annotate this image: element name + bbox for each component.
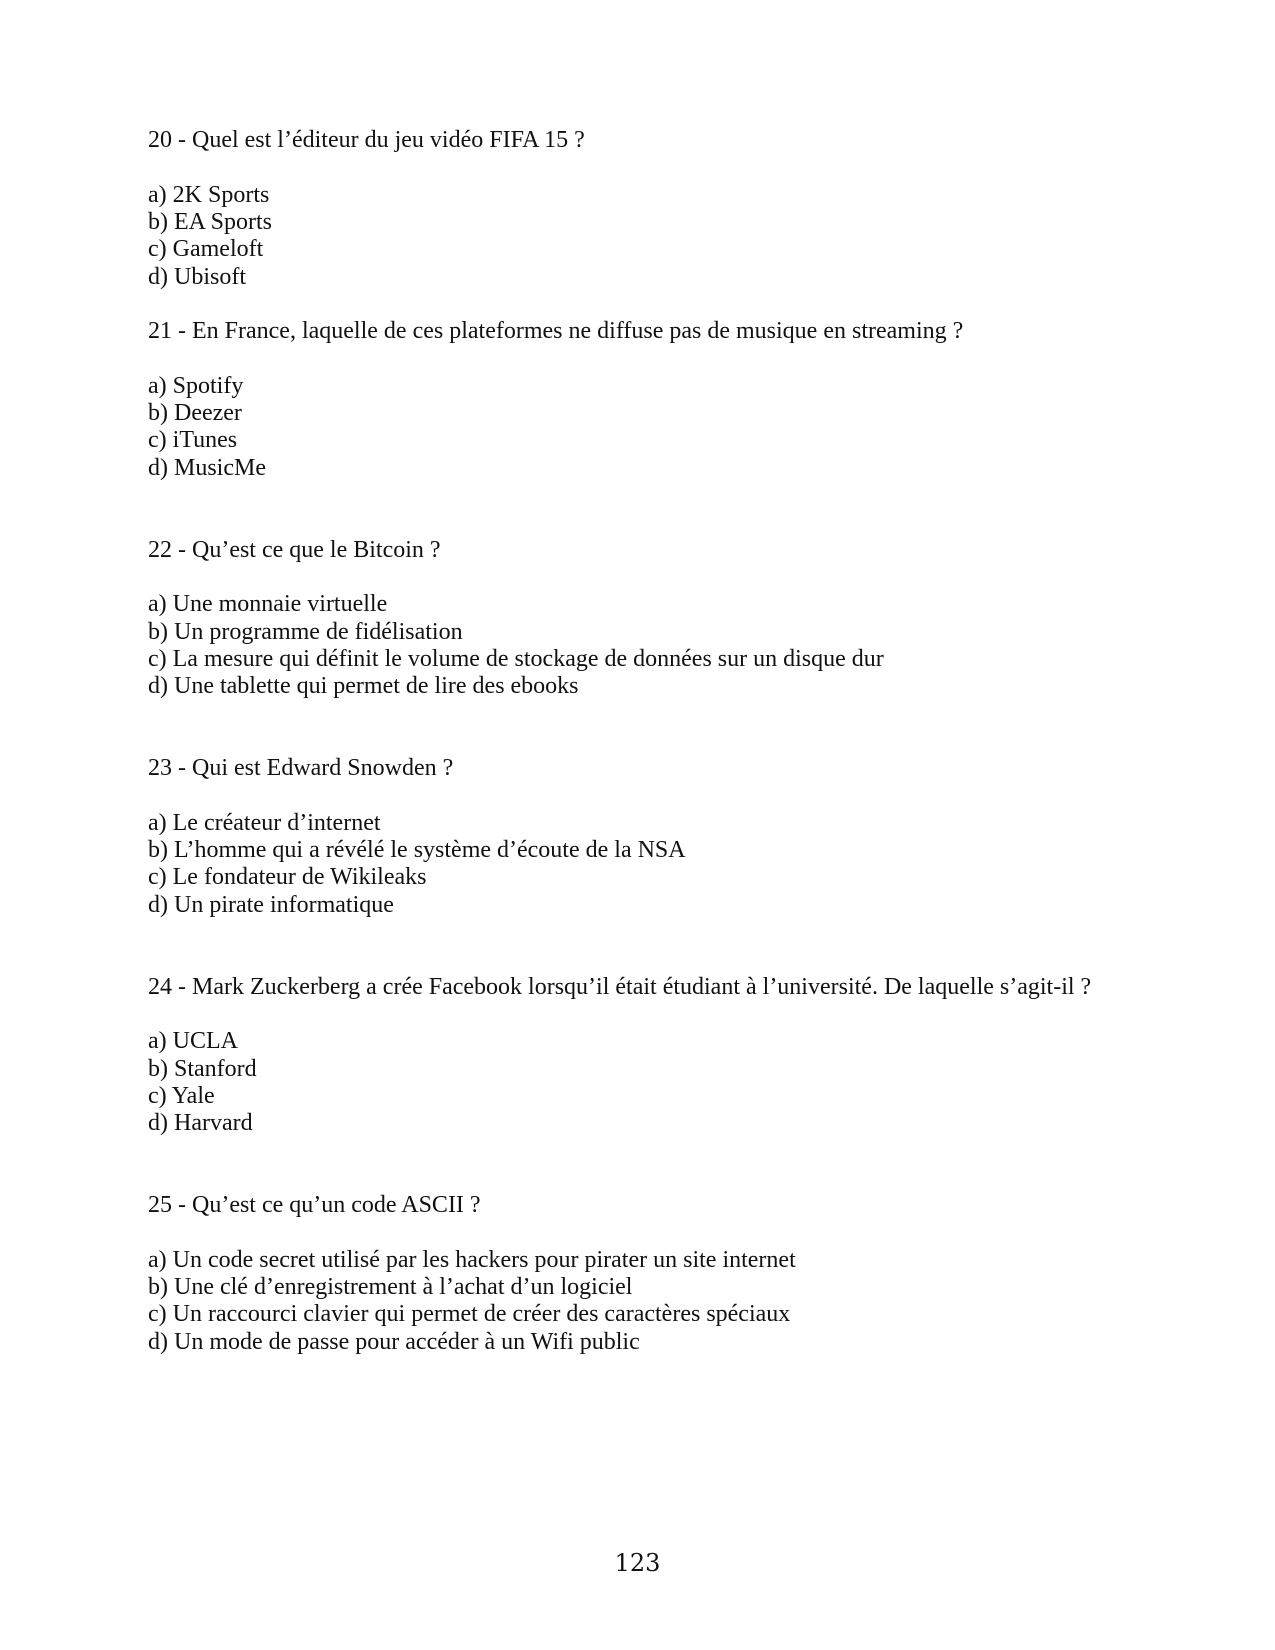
question-20: 20 - Quel est l’éditeur du jeu vidéo FIFA 15 ?: [148, 127, 585, 153]
q25-option-a: a) Un code secret utilisé par les hackers pour pirater un site internet: [148, 1247, 796, 1273]
q20-option-b: b) EA Sports: [148, 209, 273, 235]
q23-option-a: a) Le créateur d’internet: [148, 810, 381, 836]
q22-option-c: c) La mesure qui définit le volume de stockage de données sur un disque dur: [148, 646, 884, 672]
q25-option-c: c) Un raccourci clavier qui permet de créer des caractères spéciaux: [148, 1301, 791, 1327]
q23-option-c: c) Le fondateur de Wikileaks: [148, 864, 427, 890]
question-24: 24 - Mark Zuckerberg a crée Facebook lorsqu’il était étudiant à l’université. De laquelle s’agit-il ?: [148, 974, 1092, 1000]
question-21: 21 - En France, laquelle de ces plateformes ne diffuse pas de musique en streaming ?: [148, 318, 964, 344]
q20-option-a: a) 2K Sports: [148, 182, 270, 208]
q25-option-b: b) Une clé d’enregistrement à l’achat d’un logiciel: [148, 1274, 633, 1300]
q24-option-d: d) Harvard: [148, 1110, 253, 1136]
q21-option-b: b) Deezer: [148, 400, 242, 426]
q24-option-b: b) Stanford: [148, 1056, 257, 1082]
q23-option-b: b) L’homme qui a révélé le système d’écoute de la NSA: [148, 837, 686, 863]
page-number: 123: [614, 1549, 661, 1577]
q22-option-d: d) Une tablette qui permet de lire des ebooks: [148, 673, 579, 699]
q22-option-b: b) Un programme de fidélisation: [148, 619, 463, 645]
q20-option-c: c) Gameloft: [148, 236, 264, 262]
q24-option-c: c) Yale: [148, 1083, 215, 1109]
q23-option-d: d) Un pirate informatique: [148, 892, 394, 918]
question-22: 22 - Qu’est ce que le Bitcoin ?: [148, 537, 441, 563]
q25-option-d: d) Un mode de passe pour accéder à un Wifi public: [148, 1329, 640, 1355]
q20-option-d: d) Ubisoft: [148, 264, 246, 290]
q21-option-d: d) MusicMe: [148, 455, 266, 481]
question-25: 25 - Qu’est ce qu’un code ASCII ?: [148, 1192, 481, 1218]
q21-option-c: c) iTunes: [148, 427, 238, 453]
q21-option-a: a) Spotify: [148, 373, 244, 399]
q24-option-a: a) UCLA: [148, 1028, 238, 1054]
question-23: 23 - Qui est Edward Snowden ?: [148, 755, 454, 781]
q22-option-a: a) Une monnaie virtuelle: [148, 591, 388, 617]
